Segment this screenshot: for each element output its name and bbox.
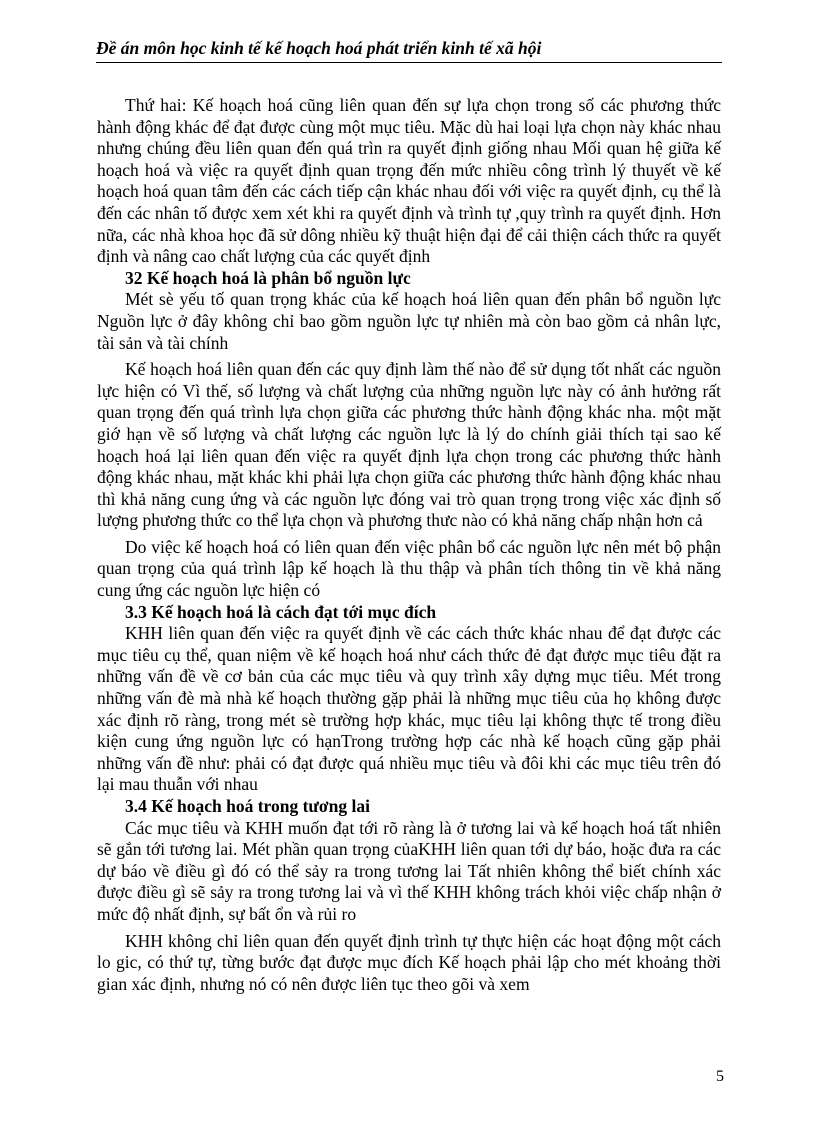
page-number: 5 [716, 1068, 724, 1085]
paragraph-5: KHH liên quan đến việc ra quyết định về các cách thức khác nhau để đạt được các mục tiêu cụ thể, quan niệm về kế hoạch hoá như cách thức đẻ đạt được mục tiêu đặt ra những vấn đề về cơ bản của các mục tiêu và quy trình xây dựng mục tiêu. Mét trong những vấn đè mà nhà kế hoạch thường gặp phải là những mục tiêu của họ không được xác định rõ ràng, trong mét sè trường hợp khác, mục tiêu lại không thực tế trong điều kiện cung ứng nguồn lực có hạnTrong trường hợp các nhà kế hoạch cũng gặp phải những vấn đề như: phải có đạt được quá nhiều mục tiêu và đôi khi các mục tiêu trên đó lại mau thuẫn với nhau [97, 623, 721, 795]
paragraph-3: Kế hoạch hoá liên quan đến các quy định làm thế nào để sử dụng tốt nhất các nguồn lực hiện có Vì thế, số lượng và chất lượng của những nguồn lực này có ảnh hưởng rất quan trọng đến quá trình lựa chọn giữa các phương thức hành động khác nha. một mặt giớ hạn về số lượng và chất lượng các nguồn lực là lý do chính giải thích tại sao kế hoạch hoá lại liên quan đến việc ra quyết định lựa chọn trong các phương thức hành động khác nhau, mặt khác khi phải lựa chọn giữa các phương thức hành động khác nhau thì khả năng cung ứng và các nguồn lực đóng vai trò quan trọng trong việc xác định số lượng phương thức co thể lựa chọn và phương thưc nào có khả năng chấp nhận hơn cả [97, 359, 721, 531]
section-heading-3-2: 32 Kế hoạch hoá là phân bổ nguồn lực [125, 267, 411, 288]
header-rule [96, 62, 722, 63]
page-header-title: Đề án môn học kinh tế kế hoạch hoá phát triển kinh tế xã hội [96, 38, 542, 58]
paragraph-2: Mét sè yếu tố quan trọng khác của kế hoạch hoá liên quan đến phân bổ nguồn lực Nguồn lực ở đây không chỉ bao gồm nguồn lực tự nhiên mà còn bao gồm cả nhân lực, tài sản và tài chính [97, 289, 721, 353]
section-heading-3-4: 3.4 Kế hoạch hoá trong tương lai [125, 796, 370, 816]
paragraph-4: Do việc kế hoạch hoá có liên quan đến việc phân bổ các nguồn lực nên mét bộ phận quan trọng của quá trình lập kế hoạch là thu thập và phân tích thông tin về khả năng cung ứng các nguồn lực hiện có [97, 536, 721, 601]
section-heading-3-3: 3.3 Kế hoạch hoá là cách đạt tới mục đích [125, 601, 437, 622]
document-body [97, 95, 721, 995]
paragraph-6: Các mục tiêu và KHH muốn đạt tới rõ ràng là ở tương lai và kế hoạch hoá tất nhiên sẽ gắn tới tương lai. Mét phần quan trọng củaKHH liên quan tới dự báo, hoặc đưa ra các dự báo về điều gì đó có thể sảy ra trong tương lai Tất nhiên không thể biết chính xác được điều gì sẽ sảy ra trong tương lai và vì thế KHH không trách khỏi việc chấp nhận ở mức độ nhất định, sự bất ổn và rủi ro [97, 817, 721, 924]
paragraph-7: KHH không chỉ liên quan đến quyết định trình tự thực hiện các hoạt động một cách lo gic, có thứ tự, từng bước đạt được mục đích Kế hoạch phải lập cho mét khoảng thời gian xác định, nhưng nó có nên được liên tục theo gõi và xem [97, 930, 721, 994]
paragraph-1: Thứ hai: Kế hoạch hoá cũng liên quan đến sự lựa chọn trong số các phương thức hành động khác để đạt được cùng một mục tiêu. Mặc dù hai loại lựa chọn này khác nhau nhưng chúng đều liên quan đến quá trìn ra quyết định giống nhau Mối quan hệ giữa kế hoạch hoá và việc ra quyết định quan trọng đến mức nhiều công trình lý thuyết về kế hoạch hoá quan tâm đến các cách tiếp cận khác nhau đối với việc ra quyết định, cụ thể là đến các nhân tố được xem xét khi ra quyết định và trình tự ,quy trình ra quyết định. Hơn nữa, các nhà khoa học đã sử dông nhiều kỹ thuật hiện đại để cải thiện cách thức ra quyết định và nâng cao chất lượng của các quyết định [97, 95, 721, 267]
